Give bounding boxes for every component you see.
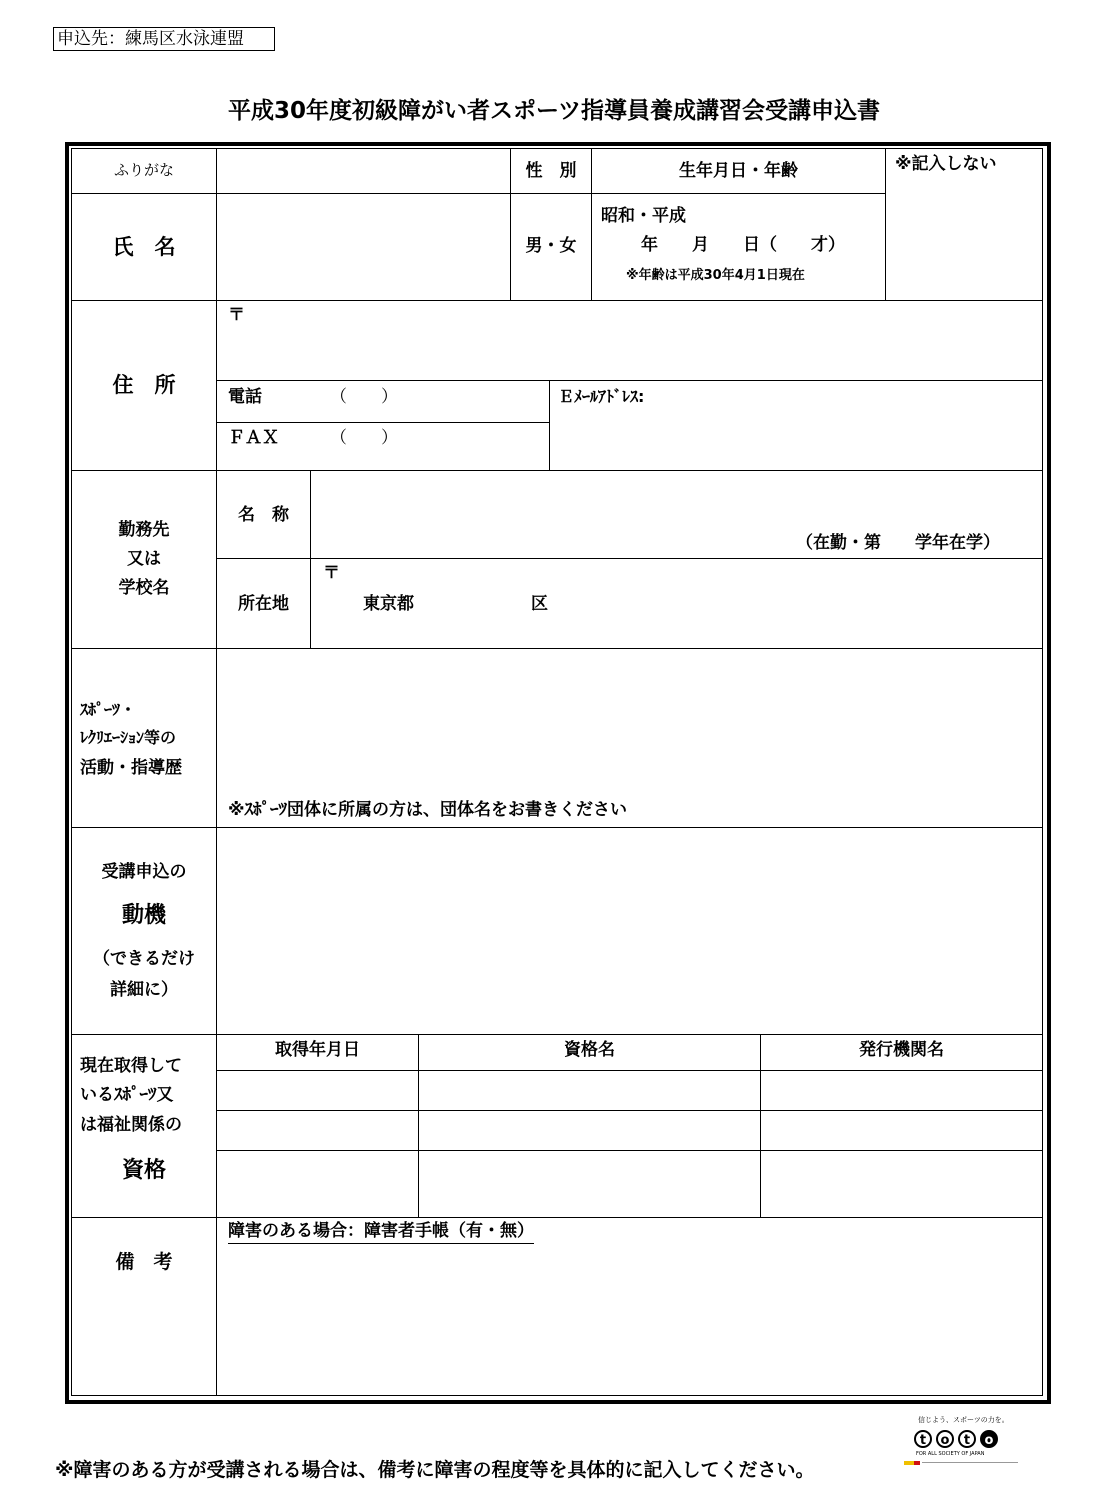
qual-row-3-date[interactable] [218,1152,417,1216]
birth-age-label: 生年月日・年齢 [679,161,798,181]
sports-org-note: ※ｽﾎﾟｰﾂ団体に所属の方は、団体名をお書きください [228,800,628,820]
toto-wordmark [914,1430,1004,1450]
form-title: 平成30年度初級障がい者スポーツ指導員養成講習会受講申込書 [227,98,881,124]
sports-label-3: 活動・指導歴 [80,758,182,778]
location-label: 所在地 [238,594,289,614]
remarks-label: 備 考 [115,1251,173,1273]
email-label: Ｅﾒｰﾙｱﾄﾞﾚｽ: [558,387,645,406]
qual-col-date: 取得年月日 [275,1040,360,1060]
qual-label-1: 現在取得して [80,1056,182,1076]
furigana-input[interactable] [218,151,508,191]
motive-input[interactable] [218,830,1040,1032]
fax-area-code[interactable]: （ ） [330,428,398,448]
qual-row-2-issuer[interactable] [762,1112,1040,1149]
sports-label-1: ｽﾎﾟｰﾂ・ [80,700,137,719]
qual-label-3: は福祉関係の [80,1115,182,1135]
address-postal-mark: 〒 [228,305,245,325]
workplace-label-3: 学校名 [118,578,170,598]
age-reference-note: ※年齢は平成30年4月1日現在 [626,268,805,283]
toto-letter-o1: o [936,1430,954,1448]
disability-notebook[interactable]: 障害のある場合：障害者手帳（有・無） [228,1223,534,1244]
qual-col-name: 資格名 [564,1040,615,1060]
toto-subtext: FOR ALL SOCIETY OF JAPAN [916,1451,985,1457]
address-label: 住 所 [112,373,176,397]
phone-area-code[interactable]: （ ） [330,387,398,407]
qual-row-2-name[interactable] [420,1112,759,1149]
no-entry-note: ※記入しない [895,154,997,174]
toto-letter-t1: t [914,1430,932,1448]
sports-label-2: ﾚｸﾘｴｰｼｮﾝ等の [80,728,177,747]
ward-input[interactable] [425,588,525,622]
era-options[interactable]: 昭和・平成 [601,206,686,226]
motive-label-4: 詳細に） [110,980,178,1000]
email-input[interactable] [680,383,1040,419]
remarks-input[interactable] [218,1250,1040,1393]
name-input[interactable] [218,196,508,298]
toto-logo [900,1415,1025,1470]
toto-letter-t2: t [958,1430,976,1448]
qual-label-2: いるｽﾎﾟｰﾂ又 [80,1085,174,1105]
qual-col-issuer: 発行機関名 [859,1040,944,1060]
toto-fine-line [922,1462,1018,1463]
tokyo-label: 東京都 [363,594,414,614]
gender-label: 性 別 [525,161,577,181]
qual-row-1-date[interactable] [218,1072,417,1109]
toto-color-bar [904,1461,914,1465]
workplace-label-1: 勤務先 [118,520,170,540]
ward-label: 区 [531,594,548,614]
toto-letter-o2: o [980,1430,998,1448]
address-input[interactable] [250,303,1040,378]
gender-options[interactable]: 男・女 [525,236,577,256]
footer-note: ※障害のある方が受講される場合は、備考に障害の程度等を具体的に記入してください。 [55,1459,815,1481]
name-label: 氏 名 [112,235,176,259]
motive-label-3: （できるだけ [93,949,195,969]
sports-history-input[interactable] [218,651,1040,796]
submission-destination: 申込先：練馬区水泳連盟 [57,29,244,49]
qual-row-3-name[interactable] [420,1152,759,1216]
qual-label-4: 資格 [121,1158,166,1183]
qual-row-1-issuer[interactable] [762,1072,1040,1109]
qual-row-2-date[interactable] [218,1112,417,1149]
enrollment-status[interactable]: （在勤・第 学年在学） [796,533,1000,553]
furigana-label: ふりがな [113,161,174,179]
fax-label: ＦＡＸ [228,428,279,448]
submission-destination-box [53,27,275,51]
toto-red-bar [914,1461,920,1465]
workplace-label-2: 又は [127,549,161,569]
org-name-label: 名 称 [238,505,289,525]
qual-row-3-issuer[interactable] [762,1152,1040,1216]
org-name-input[interactable] [312,473,1040,528]
toto-tagline: 信じよう、スポーツの力を。 [918,1416,1009,1424]
birth-date-format[interactable]: 年 月 日（ 才） [641,235,845,255]
qual-row-1-name[interactable] [420,1072,759,1109]
location-postal-mark: 〒 [323,563,340,583]
motive-label-2: 動機 [121,903,166,928]
motive-label-1: 受講申込の [101,862,187,882]
phone-label: 電話 [228,387,262,407]
